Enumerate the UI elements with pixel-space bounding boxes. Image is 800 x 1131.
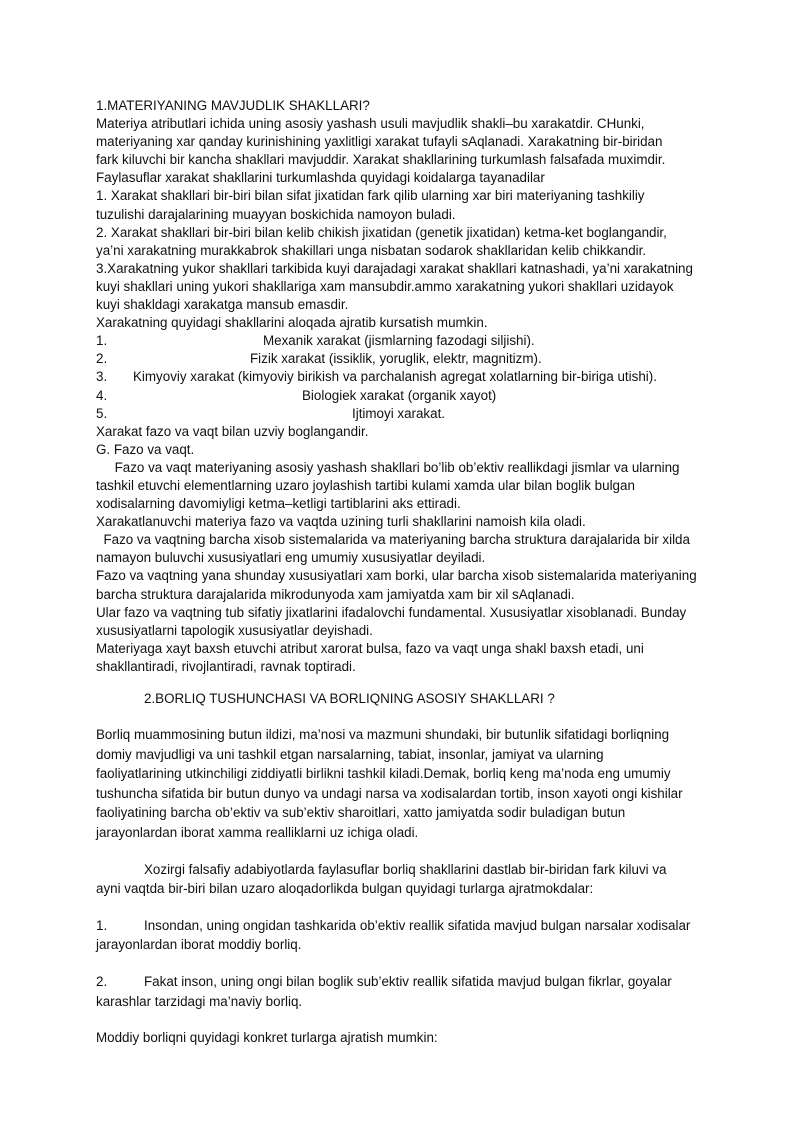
motion-form-item <box>96 368 716 386</box>
paragraph-line: Borliq muammosining butun ildizi, ma’nosi va mazmuni shundaki, bir butunlik sifatidagi borliqning <box>96 727 670 743</box>
paragraph-line: Xarakat fazo va vaqt bilan uzviy boglangandir. <box>96 423 369 439</box>
list-item <box>96 972 716 1011</box>
section-2-title: 2.BORLIQ TUSHUNCHASI VA BORLIQNING ASOSIY SHAKLLARI ? <box>144 691 555 706</box>
list-text: Ijtimoyi xarakat. <box>352 405 446 421</box>
paragraph-line: kuyi shakldagi xarakatga mansub emasdir. <box>96 297 349 313</box>
list-text: Biologiek xarakat (organik xayot) <box>302 387 497 403</box>
list-text: Insondan, uning ongidan tashkarida ob’ektiv reallik sifatida mavjud bulgan narsalar xodisalar <box>144 917 691 933</box>
paragraph-line: G. Fazo va vaqt. <box>96 441 195 457</box>
list-text: jarayonlardan iborat moddiy borliq. <box>96 937 302 953</box>
paragraph-line: namayon buluvchi xususiyatlari eng umumiy xususiyatlar deyiladi. <box>96 550 486 566</box>
list-text: Mexanik xarakat (jismlarning fazodagi siljishi). <box>263 333 535 349</box>
list-number: 1. <box>96 333 108 349</box>
paragraph-line: xodisalarning davomiyligi ketma–ketligi tartiblarini aks ettiradi. <box>96 496 461 512</box>
paragraph-line: faoliyatining barcha ob’ektiv va sub’ektiv sharoitlari, xatto jamiyatda sodir buladigan butun <box>96 805 626 821</box>
paragraph-line: ayni vaqtda bir-biri bilan uzaro aloqadorlikda bulgan quyidagi turlarga ajratmokdalar: <box>96 881 594 897</box>
motion-form-item <box>96 332 716 350</box>
paragraph-line: Xarakatlanuvchi materiya fazo va vaqtda uzining turli shakllarini namoish kila oladi. <box>96 514 586 530</box>
paragraph-line: kuyi shakllari uning yukori shakllariga xam mansubdir.ammo xarakatning yukori shakllari uzidayok <box>96 278 674 294</box>
list-number: 1. <box>96 917 108 933</box>
paragraph-line: Materiya atributlari ichida uning asosiy yashash usuli mavjudlik shakli–bu xarakatdir. CHunki, <box>96 116 645 132</box>
paragraph-line: Fazo va vaqtning barcha xisob sistemalarida va materiyaning barcha struktura darajalarida bir xilda <box>96 532 690 548</box>
list-number: 5. <box>96 405 108 421</box>
paragraph-line: Xarakatning quyidagi shakllarini aloqada ajratib kursatish mumkin. <box>96 315 488 331</box>
paragraph-line: fark kiluvchi bir kancha shakllari mavjuddir. Xarakat shakllarining turkumlash falsafada muximdir. <box>96 152 666 168</box>
paragraph-line: 3.Xarakatning yukor shakllari tarkibida kuyi darajadagi xarakat shakllari katnashadi, ya’ni xarakatning <box>96 260 693 276</box>
list-text: Fizik xarakat (issiklik, yoruglik, elektr, magnitizm). <box>250 351 542 367</box>
paragraph-line: tushuncha sifatida bir butun dunyo va undagi narsa va xodisalardan tortib, inson xayoti ongi kishilar <box>96 785 683 801</box>
paragraph-line: faoliyatlarining utkinchiligi ziddiyatli birlikni tashkil kiladi.Demak, borliq keng ma’noda eng umumiy <box>96 766 671 782</box>
paragraph-line: Materiyaga xayt baxsh etuvchi atribut xarorat bulsa, fazo va vaqt unga shakl baxsh etadi, uni <box>96 640 644 656</box>
paragraph-line: jarayonlardan iborat xamma realliklarni uz ichiga oladi. <box>96 825 419 841</box>
list-item <box>96 916 716 955</box>
paragraph <box>96 1028 716 1048</box>
paragraph-line: Ular fazo va vaqtning tub sifatiy jixatlarini ifadalovchi fundamental. Xususiyatlar xisoblanadi. Bunday <box>96 604 687 620</box>
paragraph-line: Xozirgi falsafiy adabiyotlarda faylasuflar borliq shakllarini dastlab bir-biridan fark kiluvi va <box>144 861 667 877</box>
paragraph-line: tashkil etuvchi elementlarning uzaro joylashish tartibi kulami xamda ular bilan boglik bulgan <box>96 477 635 493</box>
motion-form-item <box>96 387 716 405</box>
paragraph-line: Moddiy borliqni quyidagi konkret turlarga ajratish mumkin: <box>96 1030 438 1046</box>
list-text: karashlar tarzidagi ma’naviy borliq. <box>96 993 303 1009</box>
paragraph-line: ya’ni xarakatning murakkabrok shakillari unga nisbatan sodarok shakllaridan kelib chikkandir. <box>96 242 647 258</box>
paragraph-line: materiyaning xar qanday kurinishining yaxlitligi xarakat tufayli sAqlanadi. Xarakatning bir-biridan <box>96 134 663 150</box>
paragraph-line: xususiyatlarni tapologik xususiyatlar deyishadi. <box>96 622 373 638</box>
motion-form-item <box>96 405 716 423</box>
list-text: Fakat inson, uning ongi bilan boglik sub’ektiv reallik sifatida mavjud bulgan fikrlar, goyalar <box>144 974 672 990</box>
paragraph-line: shakllantiradi, rivojlantiradi, ravnak toptiradi. <box>96 658 356 674</box>
list-number: 2. <box>96 974 108 990</box>
paragraph-line: tuzulishi darajalarining muayyan boskichida namoyon buladi. <box>96 206 456 222</box>
paragraph-line: Fazo va vaqt materiyaning asosiy yashash shakllari bo’lib ob’ektiv reallikdagi jismlar va ularning <box>96 459 680 475</box>
paragraph-line: Fazo va vaqtning yana shunday xususiyatlari xam borki, ular barcha xisob sistemalarida materiyaning <box>96 568 697 584</box>
paragraph-line: domiy mavjudligi va uni tashkil etgan narsalarning, tabiat, insonlar, jamiyat va ularning <box>96 746 604 762</box>
section-1 <box>96 97 716 676</box>
list-text: Kimyoviy xarakat (kimyoviy birikish va parchalanish agregat xolatlarning bir-biriga utishi). <box>133 369 657 385</box>
paragraph <box>96 860 716 899</box>
list-number: 2. <box>96 351 108 367</box>
paragraph-line: 1. Xarakat shakllari bir-biri bilan sifat jixatidan fark qilib ularning xar biri materiyaning tashkiliy <box>96 188 645 204</box>
paragraph-line: 2. Xarakat shakllari bir-biri bilan kelib chikish jixatidan (genetik jixatidan) ketma-ket boglangandir, <box>96 224 667 240</box>
list-number: 4. <box>96 387 108 403</box>
list-number: 3. <box>96 369 108 385</box>
paragraph <box>96 725 716 843</box>
paragraph-line: barcha struktura darajalarida mikrodunyoda xam jamiyatda xam bir xil sAqlanadi. <box>96 586 575 602</box>
section-1-title: 1.MATERIYANING MAVJUDLIK SHAKLLARI? <box>96 98 370 113</box>
paragraph-line: Faylasuflar xarakat shakllarini turkumlashda quyidagi koidalarga tayanadilar <box>96 170 545 186</box>
motion-form-item <box>96 350 716 368</box>
section-2 <box>96 690 716 1065</box>
